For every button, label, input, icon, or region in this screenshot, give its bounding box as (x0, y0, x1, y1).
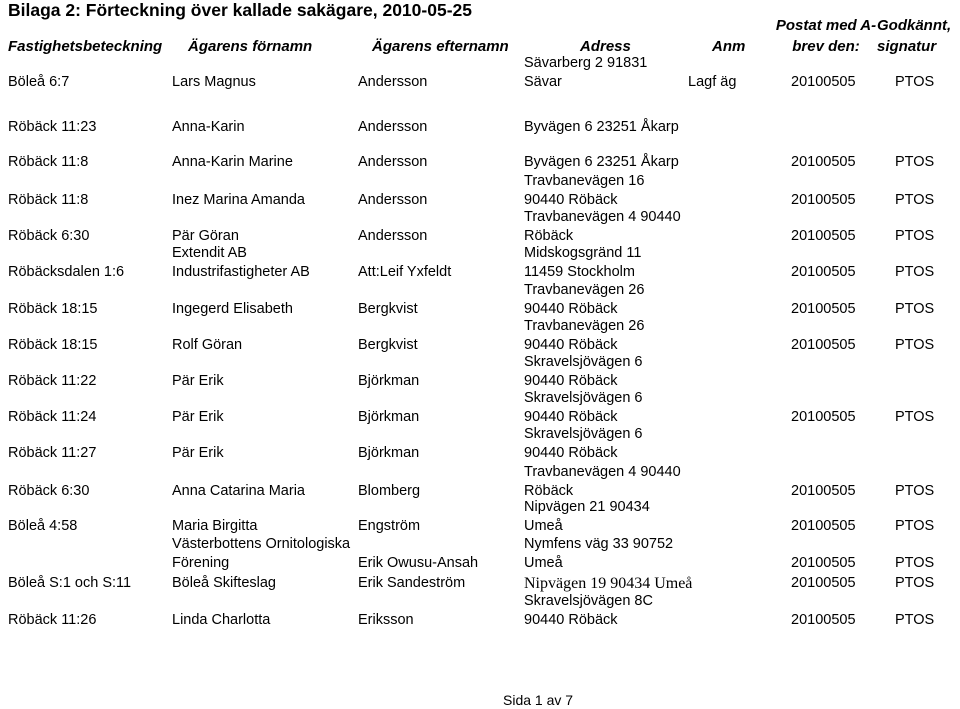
cell-property: Böleå S:1 och S:11 (8, 575, 132, 591)
cell-address: Nymfens väg 33 90752 Umeå (524, 536, 674, 571)
cell-first-name: Ingegerd Elisabeth (172, 301, 293, 317)
cell-address: Travbanevägen 26 90440 Röbäck (524, 282, 645, 317)
cell-property: Röbäck 11:22 (8, 373, 97, 389)
cell-signature: PTOS (895, 74, 935, 90)
cell-last-name: Bergkvist (358, 337, 418, 353)
page-title: Bilaga 2: Förteckning över kallade sakägare, 2010-05-25 (8, 0, 472, 20)
cell-last-name: Engström (358, 518, 421, 534)
cell-posted-date: 20100505 (791, 228, 856, 244)
cell-first-name: Lars Magnus (172, 74, 256, 90)
cell-property: Röbäck 6:30 (8, 483, 90, 499)
cell-first-name: Anna-Karin Marine (172, 154, 293, 170)
cell-posted-date: 20100505 (791, 518, 856, 534)
cell-property: Röbäck 11:27 (8, 445, 97, 461)
cell-signature: PTOS (895, 555, 935, 571)
cell-signature: PTOS (895, 192, 935, 208)
cell-last-name: Bergkvist (358, 301, 418, 317)
cell-signature: PTOS (895, 575, 935, 591)
cell-first-name: Maria Birgitta (172, 518, 258, 534)
cell-last-name: Andersson (358, 154, 428, 170)
cell-first-name: Pär Göran (172, 228, 239, 244)
column-header-last-name: Ägarens efternamn (372, 38, 509, 55)
cell-signature: PTOS (895, 518, 935, 534)
cell-property: Böleå 6:7 (8, 74, 70, 90)
cell-property: Röbäck 11:23 (8, 119, 97, 135)
cell-address: Byvägen 6 23251 Åkarp (524, 154, 679, 170)
cell-first-name: Anna-Karin (172, 119, 245, 135)
cell-note: Lagf äg (688, 74, 737, 90)
cell-last-name: Erik Owusu-Ansah (358, 555, 479, 571)
column-header-note: Anm (712, 38, 746, 55)
cell-address: Midskogsgränd 11 11459 Stockholm (524, 245, 642, 280)
cell-posted-date: 20100505 (791, 409, 856, 425)
cell-last-name: Andersson (358, 74, 428, 90)
cell-last-name: Blomberg (358, 483, 421, 499)
cell-signature: PTOS (895, 154, 935, 170)
cell-property: Röbäck 11:8 (8, 192, 89, 208)
cell-posted-date: 20100505 (791, 192, 856, 208)
cell-property: Röbäck 18:15 (8, 301, 98, 317)
cell-first-name: Pär Erik (172, 373, 224, 389)
cell-signature: PTOS (895, 301, 935, 317)
cell-first-name: Anna Catarina Maria (172, 483, 305, 499)
cell-posted-date: 20100505 (791, 301, 856, 317)
cell-first-name: Rolf Göran (172, 337, 243, 353)
cell-signature: PTOS (895, 337, 935, 353)
cell-posted-date: 20100505 (791, 264, 856, 280)
cell-signature: PTOS (895, 612, 935, 628)
cell-posted-date: 20100505 (791, 555, 856, 571)
cell-address: Travbanevägen 26 90440 Röbäck (524, 318, 645, 353)
cell-address: Skravelsjövägen 8C 90440 Röbäck (524, 593, 653, 628)
cell-signature: PTOS (895, 264, 935, 280)
cell-address: Sävarberg 2 91831 Sävar (524, 55, 648, 90)
cell-first-name: Inez Marina Amanda (172, 192, 305, 208)
column-header-address: Adress (580, 38, 631, 55)
cell-address: Skravelsjövägen 6 90440 Röbäck (524, 390, 643, 425)
cell-posted-date: 20100505 (791, 74, 856, 90)
cell-last-name: Andersson (358, 119, 428, 135)
cell-address: Nipvägen 19 90434 Umeå (524, 575, 693, 592)
cell-signature: PTOS (895, 483, 935, 499)
column-header-signature: Godkännt, signatur (877, 17, 952, 55)
cell-address: Byvägen 6 23251 Åkarp (524, 119, 679, 135)
cell-address: Travbanevägen 4 90440 Röbäck (524, 464, 681, 499)
cell-property: Röbäck 11:26 (8, 612, 97, 628)
cell-property: Röbäcksdalen 1:6 (8, 264, 125, 280)
cell-posted-date: 20100505 (791, 612, 856, 628)
column-header-posted-date: Postat med A- brev den: (775, 17, 877, 55)
cell-last-name: Björkman (358, 445, 420, 461)
cell-first-name: Extendit AB Industrifastigheter AB (172, 245, 310, 280)
cell-address: Travbanevägen 4 90440 Röbäck (524, 209, 681, 244)
cell-last-name: Andersson (358, 228, 428, 244)
column-header-first-name: Ägarens förnamn (188, 38, 313, 55)
cell-last-name: Andersson (358, 192, 428, 208)
cell-last-name: Erik Sandeström (358, 575, 466, 591)
cell-last-name: Att:Leif Yxfeldt (358, 264, 452, 280)
cell-address: Skravelsjövägen 6 90440 Röbäck (524, 354, 643, 389)
cell-posted-date: 20100505 (791, 575, 856, 591)
cell-posted-date: 20100505 (791, 337, 856, 353)
cell-property: Röbäck 11:24 (8, 409, 97, 425)
cell-posted-date: 20100505 (791, 154, 856, 170)
page-footer: Sida 1 av 7 (503, 692, 574, 708)
cell-address: Skravelsjövägen 6 90440 Röbäck (524, 426, 643, 461)
cell-first-name: Böleå Skifteslag (172, 575, 276, 591)
cell-address: Travbanevägen 16 90440 Röbäck (524, 173, 645, 208)
cell-first-name: Pär Erik (172, 445, 224, 461)
cell-first-name: Pär Erik (172, 409, 224, 425)
cell-signature: PTOS (895, 228, 935, 244)
cell-posted-date: 20100505 (791, 483, 856, 499)
cell-address: Nipvägen 21 90434 Umeå (524, 499, 650, 534)
column-header-property: Fastighetsbeteckning (8, 38, 163, 55)
cell-property: Röbäck 6:30 (8, 228, 90, 244)
cell-last-name: Björkman (358, 409, 420, 425)
cell-last-name: Björkman (358, 373, 420, 389)
cell-first-name: Linda Charlotta (172, 612, 271, 628)
cell-first-name: Västerbottens Ornitologiska Förening (172, 536, 351, 571)
cell-property: Röbäck 11:8 (8, 154, 89, 170)
cell-last-name: Eriksson (358, 612, 414, 628)
cell-property: Röbäck 18:15 (8, 337, 98, 353)
cell-property: Böleå 4:58 (8, 518, 78, 534)
cell-signature: PTOS (895, 409, 935, 425)
